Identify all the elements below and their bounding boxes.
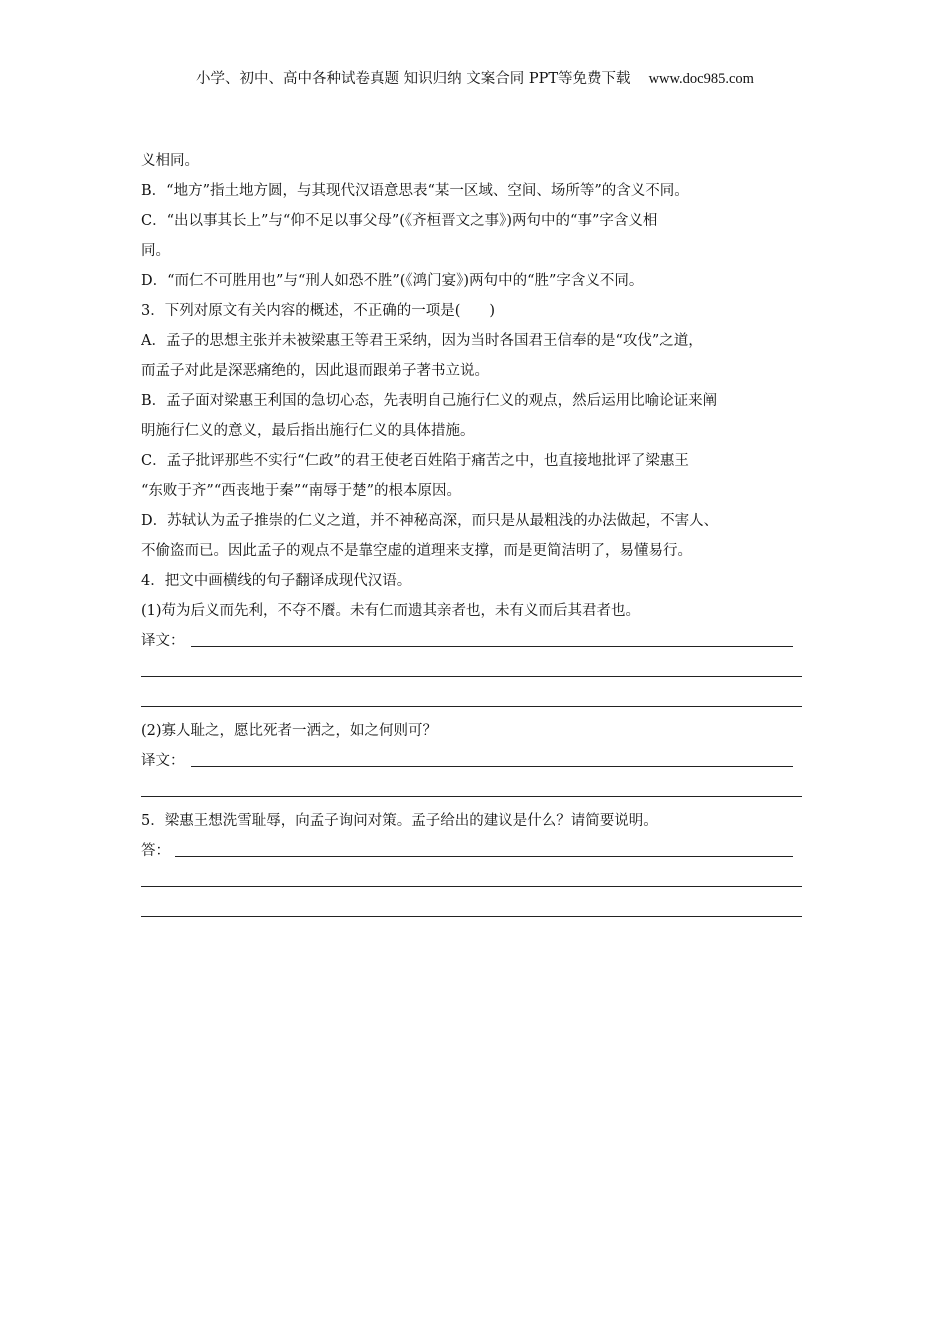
- answer-label: 答：: [141, 843, 170, 859]
- answer-line[interactable]: [141, 896, 811, 926]
- text-line: “东败于齐”“西丧地于秦”“南辱于楚”的根本原因。: [141, 483, 461, 499]
- question-4-sentence-2: (2)寡人耻之，愿比死者一洒之，如之何则可？: [141, 723, 438, 739]
- translation-label: 译文：: [141, 633, 185, 649]
- answer-line[interactable]: [141, 746, 811, 776]
- translation-label: 译文：: [141, 753, 185, 769]
- page-header: [0, 68, 950, 90]
- option-a-q3: A．孟子的思想主张并未被梁惠王等君王采纳，因为当时各国君王信奉的是“攻伐”之道，: [141, 333, 703, 349]
- option-b-q2: B．“地方”指土地方圆，与其现代汉语意思表“某一区域、空间、场所等”的含义不同。: [141, 183, 689, 199]
- answer-rule: [141, 916, 802, 917]
- header-text: 小学、初中、高中各种试卷真题 知识归纳 文案合同 PPT等免费下载: [196, 71, 631, 87]
- text-line: 明施行仁义的意义，最后指出施行仁义的具体措施。: [141, 423, 475, 439]
- header-url[interactable]: www.doc985.com: [648, 71, 754, 87]
- answer-line[interactable]: [141, 836, 811, 866]
- option-b-q3: B．孟子面对梁惠王利国的急切心态，先表明自己施行仁义的观点，然后运用比喻论证来阐: [141, 393, 718, 409]
- answer-rule: [191, 646, 793, 647]
- answer-rule: [175, 856, 793, 857]
- answer-line[interactable]: [141, 626, 811, 656]
- text-line: 而孟子对此是深恶痛绝的，因此退而跟弟子著书立说。: [141, 363, 489, 379]
- question-3: 3．下列对原文有关内容的概述，不正确的一项是( ): [141, 303, 496, 319]
- answer-line[interactable]: [141, 866, 811, 896]
- answer-rule: [191, 766, 793, 767]
- option-c-q2: C．“出以事其长上”与“仰不足以事父母”(《齐桓晋文之事》)两句中的“事”字含义相: [141, 213, 658, 229]
- option-d-q3: D．苏轼认为孟子推崇的仁义之道，并不神秘高深，而只是从最粗浅的办法做起，不害人、: [141, 513, 719, 529]
- answer-rule: [141, 676, 802, 677]
- document-body: [141, 146, 811, 926]
- option-c-q3: C．孟子批评那些不实行“仁政”的君王使老百姓陷于痛苦之中，也直接地批评了梁惠王: [141, 453, 689, 469]
- question-5: 5．梁惠王想洗雪耻辱，向孟子询问对策。孟子给出的建议是什么？请简要说明。: [141, 813, 658, 829]
- answer-line[interactable]: [141, 656, 811, 686]
- answer-rule: [141, 706, 802, 707]
- question-4-sentence-1: (1)苟为后义而先利，不夺不餍。未有仁而遗其亲者也，未有义而后其君者也。: [141, 603, 641, 619]
- question-4: 4．把文中画横线的句子翻译成现代汉语。: [141, 573, 412, 589]
- answer-line[interactable]: [141, 776, 811, 806]
- answer-rule: [141, 886, 802, 887]
- option-d-q2: D．“而仁不可胜用也”与“刑人如恐不胜”(《鸿门宴》)两句中的“胜”字含义不同。: [141, 273, 644, 289]
- answer-rule: [141, 796, 802, 797]
- text-line: 义相同。: [141, 153, 199, 169]
- text-line: 不偷盗而已。因此孟子的观点不是靠空虚的道理来支撑，而是更简洁明了，易懂易行。: [141, 543, 692, 559]
- answer-line[interactable]: [141, 686, 811, 716]
- text-line: 同。: [141, 243, 170, 259]
